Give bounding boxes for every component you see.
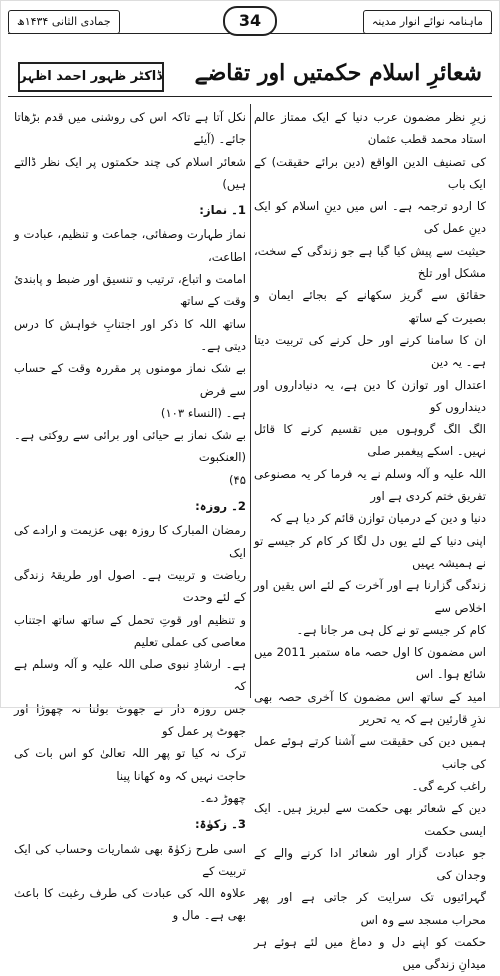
body-line: ہے۔ ارشادِ نبوی صلی اللہ علیہ و آلہ وسلم ہے کہ — [14, 657, 246, 694]
body-line: اپنی دنیا کے لئے یوں دل لگا کر کام کر جیسے تو نے ہمیشہ یہیں — [254, 533, 486, 570]
body-line: اسی طرح زکوٰۃ بھی شماریات وحساب کی ایک تربیت کے — [14, 841, 246, 878]
body-line: ہے۔ (النساء ۱۰۳) — [160, 405, 246, 420]
body-line: اس مضمون کا اول حصہ ماہ ستمبر 2011 میں شائع ہوا۔ اس — [254, 645, 486, 682]
body-line: جس روزہ دار نے جھوٹ بولنا نہ چھوڑا اور جھوٹ پر عمل کو — [14, 701, 246, 739]
body-line: نماز طہارت وصفائی، جماعت و تنظیم، عبادت و اطاعت، — [14, 227, 246, 264]
body-line: کام کر جیسے تو نے کل ہی مر جانا ہے۔ — [296, 622, 486, 637]
body-line: ہمیں دین کی حقیقت سے آشنا کرتے ہوئے عمل کی جانب — [254, 734, 486, 771]
body-line: امامت و اتباع، ترتیب و تنسیق اور ضبط و پابندیٔ وقت کے ساتھ — [14, 272, 246, 309]
body-line: بے شک نماز بے حیائی اور برائی سے روکتی ہے۔ (العنکبوت — [14, 428, 246, 465]
body-line: اعتدال اور توازن کا دین ہے، یہ دنیاداروں اور دینداروں کو — [254, 377, 486, 414]
body-line: دین کے شعائر بھی حکمت سے لبریز ہیں۔ ایک ایسی حکمت — [254, 801, 486, 838]
body-line: ترک نہ کیا تو پھر اللہ تعالیٰ کو اس بات کی حاجت نہیں کہ وہ کھانا پینا — [14, 746, 246, 783]
body-line: الگ الگ گروہوں میں تقسیم کرنے کا قائل نہیں۔ اسکے پیغمبر صلی — [254, 422, 486, 459]
body-line: و تنظیم اور قوتِ تحمل کے ساتھ ساتھ اجتناب معاصی کی عملی تعلیم — [14, 612, 246, 649]
body-line: ساتھ اللہ کا ذکر اور اجتنابِ خواہش کا درس دیتی ہے۔ — [14, 316, 246, 353]
body-line: ریاضت و تربیت ہے۔ اصول اور طریقۂ زندگی کے لئے وحدت — [14, 567, 246, 605]
body-line: بے شک نماز مومنوں پر مقررہ وقت کے حساب سے فرض — [14, 361, 246, 398]
body-line: شعائر اسلام کی چند حکمتوں پر ایک نظر ڈالتے ہیں) — [14, 154, 246, 191]
body-line: راغب کرے گی۔ — [411, 778, 486, 793]
body-line: حیثیت سے پیش کیا گیا ہے جو زندگی کے سخت، مشکل اور تلخ — [254, 243, 486, 281]
section-heading: 3۔ زکوٰۃ: — [194, 817, 246, 832]
body-line: چھوڑ دے۔ — [199, 790, 246, 805]
section-heading: 2۔ روزہ: — [195, 499, 246, 514]
body-line: ۴۵) — [229, 472, 246, 487]
body-line: گہرائیوں تک سرایت کر جاتی ہے اور پھر محراب مسجد سے وہ اس — [254, 890, 486, 927]
issue-date: جمادی الثانی ۱۴۳۴ھ — [8, 10, 120, 34]
section-heading: 1۔ نماز: — [199, 203, 246, 218]
body-line: دنیا و دین کے درمیان توازن قائم کر دیا ہے کہ — [269, 511, 486, 526]
body-line: زیرِ نظر مضمون عرب دنیا کے ایک ممتاز عالم استاد محمد قطب عثمان — [254, 110, 486, 147]
body-line: رمضان المبارک کا روزہ بھی عزیمت و ارادے کی ایک — [14, 523, 246, 560]
column-divider — [250, 104, 251, 698]
article-title: شعائرِ اسلام حکمتیں اور تقاضے — [194, 60, 482, 86]
body-line: ان کا سامنا کرنے اور حل کرنے کی تربیت دیتا ہے۔ یہ دین — [254, 332, 486, 370]
body-line: کا اردو ترجمہ ہے۔ اس میں دینِ اسلام کو ایک دینِ عمل کی — [254, 199, 486, 236]
left-column — [14, 106, 246, 923]
body-line: کی تصنیف الدین الواقع (دین برائے حقیقت) کے ایک باب — [254, 154, 486, 191]
body-line: نکل آتا ہے تاکہ اس کی روشنی میں قدم بڑھاتا جائے۔ (آیئے — [14, 110, 246, 147]
article-author: ڈاکٹر ظہور احمد اظہر — [18, 62, 164, 92]
page-header — [8, 6, 492, 40]
body-line: زندگی گزارنا ہے اور آخرت کے لئے اس یقین اور اخلاص سے — [254, 578, 486, 615]
title-rule — [8, 96, 492, 97]
body-line: اللہ علیہ و آلہ وسلم نے یہ فرما کر یہ مصنوعی تفریق ختم کردی ہے اور — [254, 466, 486, 504]
right-column — [254, 106, 486, 972]
body-line: حقائق سے گریز سکھانے کے بجائے ایمان و بصیرت کے ساتھ — [254, 288, 486, 325]
body-line: امید کے ساتھ اس مضمون کا آخری حصہ بھی نذرِ قارئین ہے کہ یہ تحریر — [254, 689, 486, 727]
page-number: 34 — [223, 6, 277, 36]
body-line: حکمت کو اپنے دل و دماغ میں لئے ہوئے ہر میدانِ زندگی میں — [254, 934, 486, 972]
body-line: علاوہ اللہ کی عبادت کی طرف رغبت کا باعث بھی ہے۔ مال و — [14, 886, 246, 923]
body-line: جو عبادت گزار اور شعائر ادا کرنے والے کے وجدان کی — [254, 845, 486, 883]
magazine-name: ماہنامہ نوائے انوار مدینہ — [363, 10, 492, 34]
